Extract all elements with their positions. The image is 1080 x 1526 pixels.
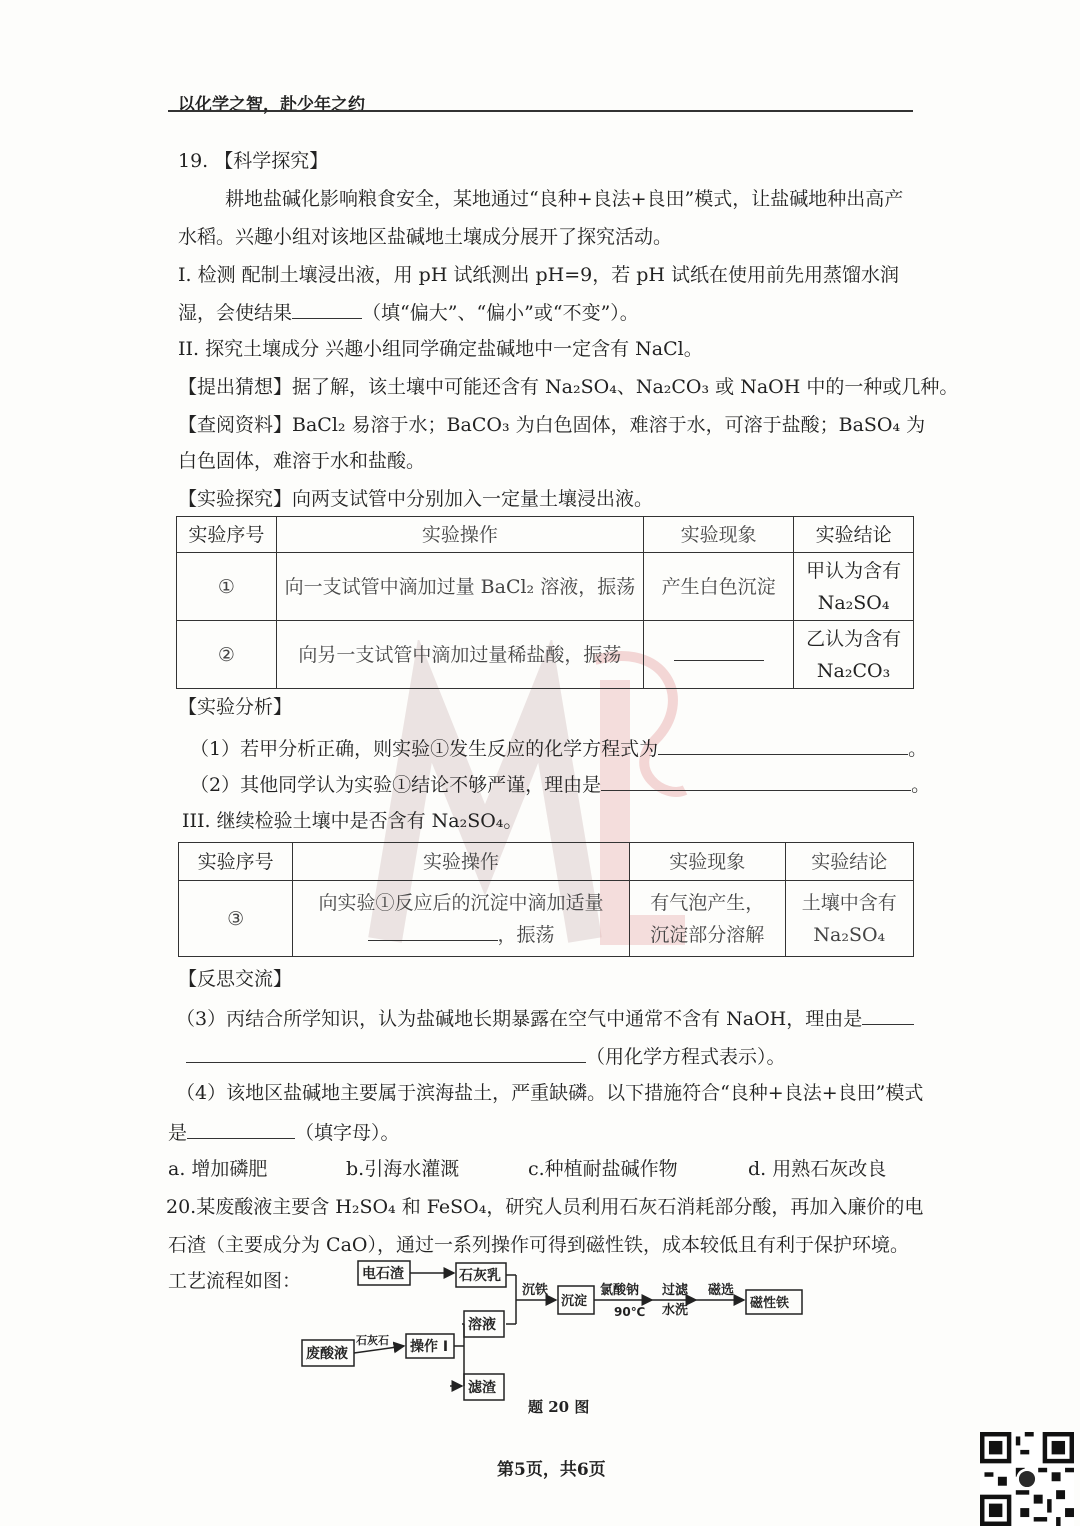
- concl-line: 土壤中含有: [801, 891, 897, 914]
- q3-text: （3）丙结合所学知识，认为盐碱地长期暴露在空气中通常不含有 NaOH，理由是: [176, 1008, 863, 1030]
- phen-line: 有气泡产生，: [650, 891, 765, 914]
- option-d: d. 用熟石灰改良: [748, 1158, 887, 1180]
- table-cell-op: 向一支试管中滴加过量 BaCl₂ 溶液，振荡: [276, 553, 643, 621]
- period: 。: [911, 774, 931, 796]
- answer-blank-equation[interactable]: [658, 734, 908, 755]
- table-cell-concl: [794, 553, 914, 621]
- flow-label-dianshizha: 电石渣: [362, 1266, 404, 1282]
- reflection-heading: 【反思交流】: [178, 968, 293, 990]
- q19-heading: 19. 【科学探究】: [178, 150, 329, 172]
- analysis-q1-text: （1）若甲分析正确，则实验①发生反应的化学方程式为: [190, 738, 659, 760]
- q19-reference-line2: 白色固体，难溶于水和盐酸。: [178, 450, 426, 472]
- q3-text-post: （用化学方程式表示）。: [586, 1046, 786, 1068]
- flow-label-cixingtie: 磁性铁: [750, 1296, 790, 1311]
- q19-intro-line2: 水稻。兴趣小组对该地区盐碱地土壤成分展开了探究活动。: [178, 226, 673, 248]
- table-cell-concl: [794, 621, 914, 689]
- table-header-cell: 实验操作: [276, 517, 643, 553]
- q4-text-pre: 是: [168, 1122, 188, 1144]
- table-row: [177, 553, 914, 621]
- concl-line: Na₂SO₄: [813, 923, 886, 946]
- flow-label-temp: 90℃: [614, 1305, 646, 1319]
- table-cell-no: ②: [177, 621, 277, 689]
- flow-label-shihuishi: 石灰石: [356, 1334, 389, 1347]
- table-header-row: [179, 843, 914, 881]
- concl-line: Na₂SO₄: [817, 591, 890, 614]
- table-header-row: [177, 517, 914, 553]
- figure-caption: 题 20 图: [528, 1398, 590, 1416]
- table-cell-phen: [644, 621, 794, 689]
- q19-part1-line1: I. 检测 配制土壤浸出液，用 pH 试纸测出 pH=9，若 pH 试纸在使用前先用蒸馏水润: [178, 264, 900, 286]
- analysis-q2-text: （2）其他同学认为实验①结论不够严谨，理由是: [190, 774, 602, 796]
- q19-part3: III. 继续检验土壤中是否含有 Na₂SO₄。: [182, 810, 523, 832]
- concl-line: 甲认为含有: [806, 559, 902, 582]
- header-divider: [168, 110, 913, 112]
- answer-blank-phenomenon[interactable]: [674, 640, 764, 661]
- answer-blank-naoh-1[interactable]: [862, 1004, 914, 1025]
- option-b: b.引海水灌溉: [346, 1158, 460, 1180]
- q4-line1: （4）该地区盐碱地主要属于滨海盐土，严重缺磷。以下措施符合“良种+良法+良田”模式: [176, 1082, 924, 1104]
- table-row: [179, 881, 914, 957]
- q19-part1-text-pre: 湿，会使结果: [178, 302, 293, 324]
- experiment-table-1: [176, 516, 914, 689]
- concl-line: 乙认为含有: [806, 627, 902, 650]
- table-header-cell: 实验序号: [179, 843, 293, 881]
- answer-blank-reason[interactable]: [601, 770, 911, 791]
- q19-intro-line1: 耕地盐碱化影响粮食安全，某地通过“良种+良法+良田”模式，让盐碱地种出高产: [225, 188, 904, 210]
- answer-blank-reagent[interactable]: [368, 920, 498, 941]
- flow-label-shuixi: 水洗: [662, 1303, 689, 1318]
- qr-code-icon: [980, 1432, 1074, 1526]
- concl-line: Na₂CO₃: [816, 659, 891, 682]
- answer-blank-ph[interactable]: [292, 298, 362, 319]
- q19-experiment-intro: 【实验探究】向两支试管中分别加入一定量土壤浸出液。: [178, 488, 654, 510]
- analysis-q1: [190, 734, 927, 762]
- q19-part1-text-post: （填“偏大”、“偏小”或“不变”）。: [362, 302, 639, 324]
- flow-label-caozuo: 操作 I: [410, 1339, 449, 1355]
- flow-branch-arrows: [290, 1258, 810, 1408]
- q4-text-post: （填字母）。: [295, 1122, 400, 1144]
- q4-line2: [168, 1118, 400, 1146]
- op-line: 向实验①反应后的沉淀中滴加适量: [318, 891, 604, 914]
- q20-line2: 石渣（主要成分为 CaO），通过一系列操作可得到磁性铁，成本较低且有利于保护环境。: [168, 1234, 909, 1256]
- q19-part2: II. 探究土壤成分 兴趣小组同学确定盐碱地中一定含有 NaCl。: [178, 338, 703, 360]
- table-header-cell: 实验结论: [794, 517, 914, 553]
- flow-label-chendian: 沉淀: [561, 1294, 588, 1309]
- answer-blank-naoh-2[interactable]: [186, 1042, 586, 1063]
- table-header-cell: 实验现象: [629, 843, 785, 881]
- answer-blank-choice[interactable]: [187, 1118, 295, 1139]
- flow-label-chentie: 沉铁: [522, 1283, 549, 1298]
- flow-label-shihuiru: 石灰乳: [459, 1268, 501, 1284]
- table-cell-op: 向另一支试管中滴加过量稀盐酸，振荡: [276, 621, 643, 689]
- table-row: [177, 621, 914, 689]
- q19-hypothesis: 【提出猜想】据了解，该土壤中可能还含有 Na₂SO₄、Na₂CO₃ 或 NaOH 中的一种或几种。: [178, 376, 959, 398]
- flow-label-cixuan: 磁选: [708, 1283, 735, 1298]
- q20-line3: 工艺流程如图：: [168, 1270, 302, 1292]
- flow-label-guolv: 过滤: [662, 1283, 689, 1298]
- q3-line1: [176, 1004, 914, 1032]
- q19-reference-line1: 【查阅资料】BaCl₂ 易溶于水；BaCO₃ 为白色固体，难溶于水，可溶于盐酸；BaSO₄ 为: [178, 414, 926, 436]
- option-a: a. 增加磷肥: [168, 1158, 268, 1180]
- table-cell-op: [293, 881, 630, 957]
- q20-line1: 20.某废酸液主要含 H₂SO₄ 和 FeSO₄，研究人员利用石灰石消耗部分酸，再加入廉价的电: [166, 1196, 924, 1218]
- table-header-cell: 实验结论: [785, 843, 913, 881]
- table-header-cell: 实验操作: [293, 843, 630, 881]
- page-number: 第5页，共6页: [497, 1460, 606, 1480]
- analysis-q2: [190, 770, 930, 798]
- op-line-post: ，振荡: [497, 923, 555, 946]
- period: 。: [908, 738, 928, 760]
- option-c: c.种植耐盐碱作物: [528, 1158, 678, 1180]
- table-cell-phen: 产生白色沉淀: [644, 553, 794, 621]
- table-cell-no: ③: [179, 881, 293, 957]
- flow-label-lvzha: 滤渣: [468, 1380, 496, 1396]
- flow-label-rongye: 溶液: [468, 1317, 496, 1333]
- q3-line2: [186, 1042, 786, 1070]
- table-cell-phen: [629, 881, 785, 957]
- experiment-table-2: [178, 842, 914, 957]
- phen-line: 沉淀部分溶解: [650, 923, 765, 946]
- q19-part1-line2: [178, 298, 639, 326]
- table-cell-concl: [785, 881, 913, 957]
- page-header-title: 以化学之智，赴少年之约: [178, 95, 365, 115]
- table-cell-no: ①: [177, 553, 277, 621]
- flow-label-feisuanye: 废酸液: [306, 1346, 348, 1362]
- op-line: [297, 919, 625, 951]
- analysis-heading: 【实验分析】: [178, 696, 293, 718]
- table-header-cell: 实验现象: [644, 517, 794, 553]
- table-header-cell: 实验序号: [177, 517, 277, 553]
- flow-label-lvsuanna: 氯酸钠: [600, 1283, 640, 1298]
